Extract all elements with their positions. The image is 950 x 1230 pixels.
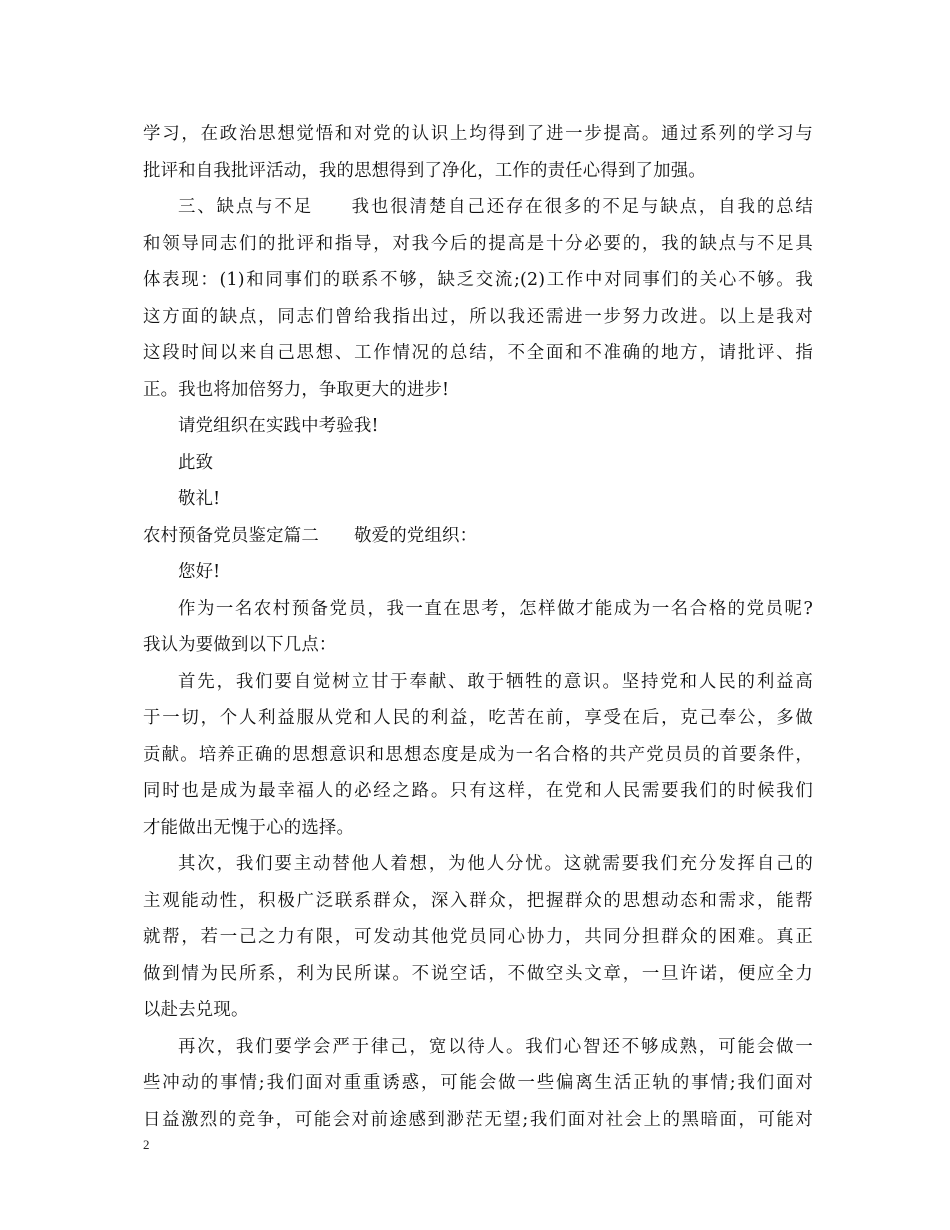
text-line: 请党组织在实践中考验我! — [178, 416, 379, 436]
text-line: 作为一名农村预备党员，我一直在思考，怎样做才能成为一名合格的党员呢? — [178, 598, 813, 619]
text-line: 这方面的缺点，同志们曾给我指出过，所以我还需进一步努力改进。以上是我对 — [143, 306, 813, 327]
text-line: 贡献。培养正确的思想意识和思想态度是成为一名合格的共产党员员的首要条件， — [143, 744, 813, 765]
text-line: 些冲动的事情;我们面对重重诱惑，可能会做一些偏离生活正轨的事情;我们面对 — [143, 1073, 813, 1093]
page-number: 2 — [143, 1137, 150, 1152]
text-line: 才能做出无愧于心的选择。 — [143, 817, 355, 838]
text-line: 就帮，若一己之力有限，可发动其他党员同心协力，共同分担群众的困难。真正 — [143, 927, 813, 947]
text-line: 日益激烈的竞争，可能会对前途感到渺茫无望;我们面对社会上的黑暗面，可能对 — [143, 1109, 813, 1130]
document-body — [143, 116, 813, 1138]
text-line: 体表现：(1)和同事们的联系不够，缺乏交流;(2)工作中对同事们的关心不够。我 — [143, 270, 813, 290]
section-heading-line: 三、缺点与不足 我也很清楚自己还存在很多的不足与缺点，自我的总结 — [178, 197, 813, 217]
text-line: 以赴去兑现。 — [143, 1000, 249, 1020]
article-title-line: 农村预备党员鉴定篇二 敬爱的党组织： — [143, 525, 478, 546]
text-line: 正。我也将加倍努力，争取更大的进步! — [143, 379, 450, 400]
text-line: 其次，我们要主动替他人着想，为他人分忧。这就需要我们充分发挥自己的 — [178, 854, 813, 874]
text-line: 和领导同志们的批评和指导，对我今后的提高是十分必要的，我的缺点与不足具 — [143, 233, 813, 254]
closing-line: 此致 — [178, 452, 214, 473]
text-line: 于一切，个人利益服从党和人民的利益，吃苦在前，享受在后，克己奉公，多做 — [143, 708, 813, 728]
text-line: 做到情为民所系，利为民所谋。不说空话，不做空头文章，一旦许诺，便应全力 — [143, 963, 813, 984]
text-line: 主观能动性，积极广泛联系群众，深入群众，把握群众的思想动态和需求，能帮 — [143, 890, 813, 911]
text-line: 学习，在政治思想觉悟和对党的认识上均得到了进一步提高。通过系列的学习与 — [143, 124, 813, 144]
text-line: 同时也是成为最幸福人的必经之路。只有这样，在党和人民需要我们的时候我们 — [143, 781, 813, 801]
greeting-line: 您好! — [178, 562, 221, 582]
text-line: 首先，我们要自觉树立甘于奉献、敢于牺牲的意识。坚持党和人民的利益高 — [178, 671, 813, 692]
text-line: 我认为要做到以下几点： — [143, 635, 337, 655]
text-line: 再次，我们要学会严于律己，宽以待人。我们心智还不够成熟，可能会做一 — [178, 1036, 813, 1057]
text-line: 批评和自我批评活动，我的思想得到了净化，工作的责任心得到了加强。 — [143, 160, 706, 181]
text-line: 这段时间以来自己思想、工作情况的总结，不全面和不准确的地方，请批评、指 — [143, 343, 813, 363]
closing-line: 敬礼! — [178, 489, 221, 509]
